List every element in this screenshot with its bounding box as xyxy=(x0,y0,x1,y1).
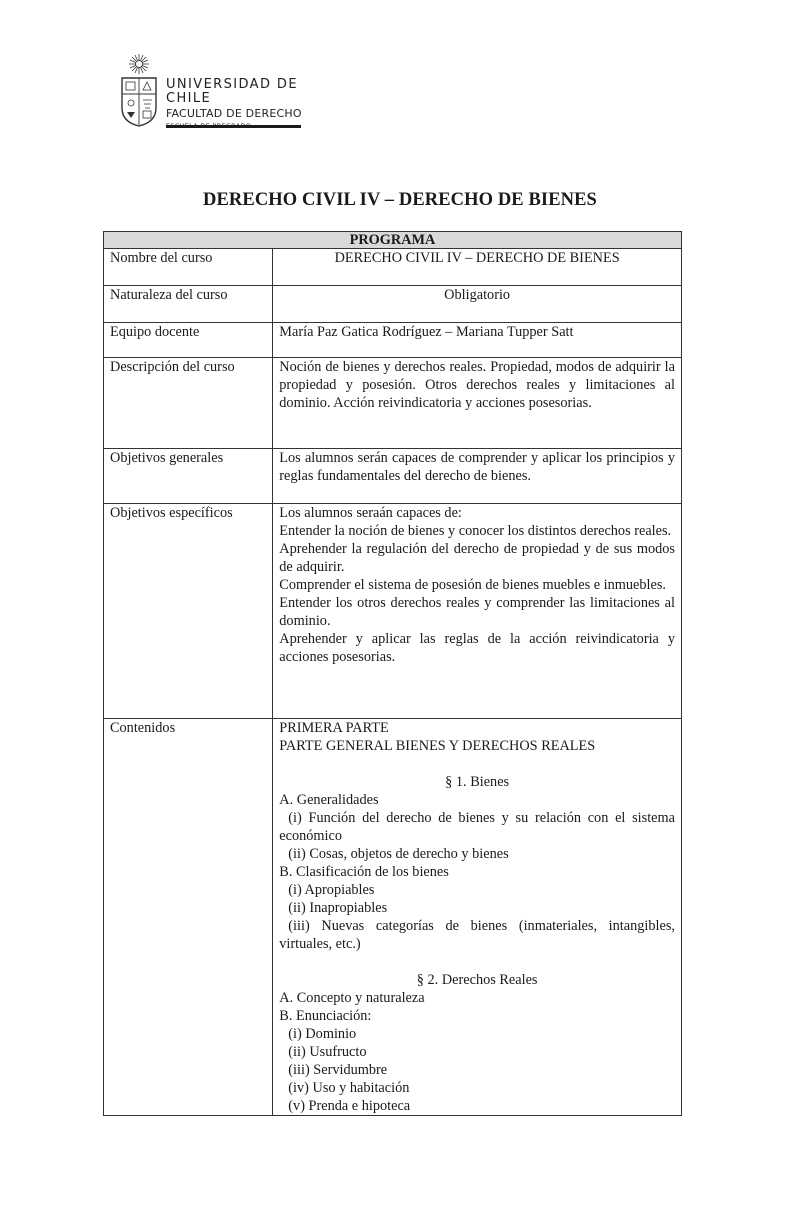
subsection-heading: A. Concepto y naturaleza xyxy=(279,990,425,1006)
faculty-name: FACULTAD DE DERECHO xyxy=(166,107,302,120)
university-wordmark xyxy=(166,78,302,131)
row-value: Obligatorio xyxy=(273,286,682,323)
content-item: (iii) Servidumbre xyxy=(288,1062,388,1078)
content-item: (ii) Inapropiables xyxy=(288,900,388,916)
row-value xyxy=(273,504,682,719)
objective-line: Aprehender y aplicar las reglas de la acción reivindicatoria y acciones posesorias. xyxy=(279,631,675,665)
row-label: Naturaleza del curso xyxy=(104,286,273,323)
part-title: PARTE GENERAL BIENES Y DERECHOS REALES xyxy=(279,738,596,754)
table-row-obj-generales xyxy=(104,449,682,504)
content-item: (ii) Cosas, objetos de derecho y bienes xyxy=(288,846,509,862)
part-label: PRIMERA PARTE xyxy=(279,720,389,736)
content-item: (i) Función del derecho de bienes y su relación con el sistema económico xyxy=(279,810,675,844)
row-label: Equipo docente xyxy=(104,323,273,358)
table-row-obj-especificos xyxy=(104,504,682,719)
subsection-heading: A. Generalidades xyxy=(279,792,379,808)
row-value: Los alumnos serán capaces de comprender y aplicar los principios y reglas fundamentales del derecho de bienes. xyxy=(273,449,682,504)
objective-line: Entender la noción de bienes y conocer los distintos derechos reales. xyxy=(279,523,672,539)
subsection-heading: B. Clasificación de los bienes xyxy=(279,864,449,880)
row-value xyxy=(273,719,682,1116)
content-item: (iii) Nuevas categorías de bienes (inmateriales, intangibles, virtuales, etc.) xyxy=(279,918,675,952)
content-item: (iv) Uso y habitación xyxy=(288,1080,410,1096)
document-title: DERECHO CIVIL IV – DERECHO DE BIENES xyxy=(203,190,597,210)
objective-line: Los alumnos seraán capaces de: xyxy=(279,505,462,521)
row-label: Objetivos generales xyxy=(104,449,273,504)
table-row-naturaleza xyxy=(104,286,682,323)
table-row-equipo xyxy=(104,323,682,358)
program-table xyxy=(103,231,682,1116)
row-label: Descripción del curso xyxy=(104,358,273,449)
row-value: María Paz Gatica Rodríguez – Mariana Tupper Satt xyxy=(273,323,682,358)
row-value: Noción de bienes y derechos reales. Propiedad, modos de adquirir la propiedad y posesión. Otros derechos reales y limitaciones al dominio. Acción reivindicatoria y acciones posesorias. xyxy=(273,358,682,449)
row-label: Nombre del curso xyxy=(104,249,273,286)
university-name: UNIVERSIDAD DE CHILE xyxy=(166,77,298,106)
university-header xyxy=(112,52,302,130)
content-item: (i) Dominio xyxy=(288,1026,357,1042)
objective-line: Aprehender la regulación del derecho de propiedad y de sus modos de adquirir. xyxy=(279,541,675,575)
table-header-row xyxy=(104,232,682,249)
university-seal-icon xyxy=(116,52,166,128)
table-row-contenidos xyxy=(104,719,682,1116)
section-title: § 1. Bienes xyxy=(445,774,510,790)
content-item: (v) Prenda e hipoteca xyxy=(288,1098,411,1114)
table-row-descripcion xyxy=(104,358,682,449)
row-label: Objetivos específicos xyxy=(104,504,273,719)
section-title: § 2. Derechos Reales xyxy=(416,972,538,988)
row-label: Contenidos xyxy=(104,719,273,1116)
row-value: DERECHO CIVIL IV – DERECHO DE BIENES xyxy=(273,249,682,286)
content-item: (ii) Usufructo xyxy=(288,1044,367,1060)
objective-line: Entender los otros derechos reales y comprender las limitaciones al dominio. xyxy=(279,595,675,629)
content-item: (i) Apropiables xyxy=(288,882,375,898)
table-header: PROGRAMA xyxy=(104,232,682,249)
objective-line: Comprender el sistema de posesión de bienes muebles e inmuebles. xyxy=(279,577,666,593)
subsection-heading: B. Enunciación: xyxy=(279,1008,372,1024)
table-row-nombre xyxy=(104,249,682,286)
header-rule xyxy=(166,125,301,128)
